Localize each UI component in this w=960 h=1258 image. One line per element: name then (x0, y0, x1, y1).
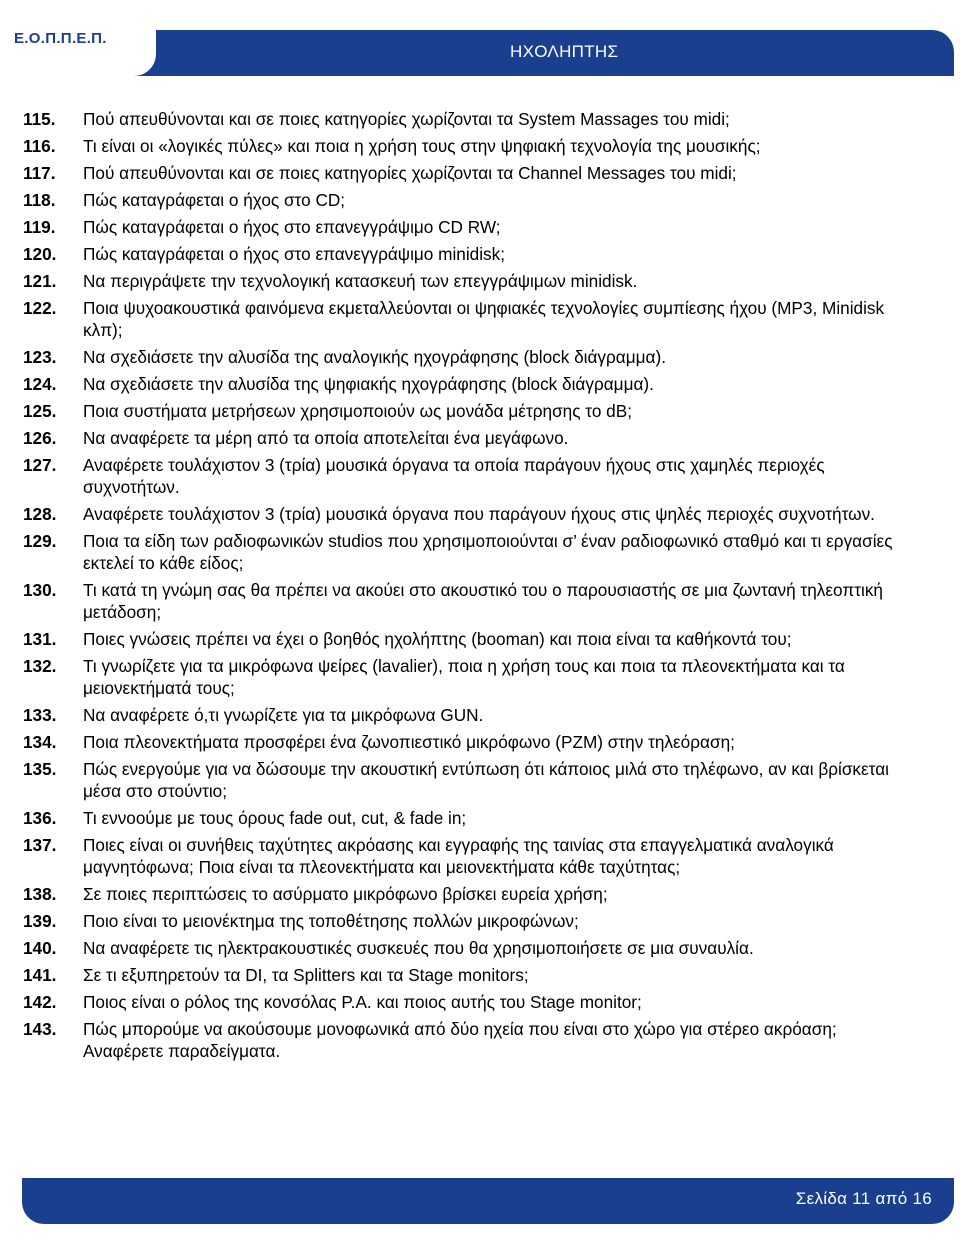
question-text: Σε ποιες περιπτώσεις το ασύρματο μικρόφωνο βρίσκει ευρεία χρήση; (83, 884, 608, 904)
question-text: Πώς ενεργούμε για να δώσουμε την ακουστική εντύπωση ότι κάποιος μιλά στο τηλέφωνο, αν και βρίσκεται μέσα στο στούντιο; (83, 759, 889, 801)
question-list (0, 108, 960, 1067)
question-number: 127. (23, 455, 57, 475)
question-number: 133. (23, 705, 57, 725)
question-item (0, 400, 960, 422)
question-number: 132. (23, 656, 57, 676)
organization-name: Ε.Ο.Π.Π.Ε.Π. (14, 30, 107, 47)
question-number: 125. (23, 401, 57, 421)
question-number: 135. (23, 759, 57, 779)
question-number: 134. (23, 732, 57, 752)
question-number: 137. (23, 835, 57, 855)
question-text: Τι κατά τη γνώμη σας θα πρέπει να ακούει στο ακουστικό του ο παρουσιαστής σε μια ζωντανή τηλεοπτική μετάδοση; (83, 580, 883, 622)
question-item (0, 216, 960, 238)
question-text: Αναφέρετε τουλάχιστον 3 (τρία) μουσικά όργανα που παράγουν ήχους στις ψηλές περιοχές συχνοτήτων. (83, 504, 875, 524)
question-text: Πώς μπορούμε να ακούσουμε μονοφωνικά από δύο ηχεία που είναι στο χώρο για στέρεο ακρόαση; Αναφέρετε παραδείγματα. (83, 1019, 837, 1061)
question-text: Να αναφέρετε τα μέρη από τα οποία αποτελείται ένα μεγάφωνο. (83, 428, 569, 448)
question-text: Ποια πλεονεκτήματα προσφέρει ένα ζωνοπιεστικό μικρόφωνο (PZM) στην τηλεόραση; (83, 732, 735, 752)
question-number: 126. (23, 428, 57, 448)
question-text: Να σχεδιάσετε την αλυσίδα της αναλογικής ηχογράφησης (block διάγραμμα). (83, 347, 666, 367)
question-item (0, 991, 960, 1013)
question-text: Τι εννοούμε με τους όρους fade out, cut, & fade in; (83, 808, 467, 828)
question-item (0, 731, 960, 753)
question-text: Ποια τα είδη των ραδιοφωνικών studios που χρησιμοποιούνται σ’ έναν ραδιοφωνικό σταθμό και τι εργασίες εκτελεί το κάθε είδος; (83, 531, 893, 573)
question-item (0, 758, 960, 802)
page-footer-bar (22, 1178, 954, 1224)
question-item (0, 883, 960, 905)
question-number: 128. (23, 504, 57, 524)
question-number: 118. (23, 190, 56, 210)
question-item (0, 964, 960, 986)
question-text: Πώς καταγράφεται ο ήχος στο επανεγγράψιμο CD RW; (83, 217, 501, 237)
question-number: 116. (23, 136, 56, 156)
question-item (0, 135, 960, 157)
question-item (0, 270, 960, 292)
question-item (0, 1018, 960, 1062)
header-bar-notch (130, 30, 156, 76)
question-text: Ποια συστήματα μετρήσεων χρησιμοποιούν ως μονάδα μέτρησης το dB; (83, 401, 632, 421)
question-text: Ποιες είναι οι συνήθεις ταχύτητες ακρόασης και εγγραφής της ταινίας στα επαγγελματικά αναλογικά μαγνητόφωνα; Ποια είναι τα πλεονεκτήματα και μειονεκτήματα κάθε ταχύτητας; (83, 835, 834, 877)
question-item (0, 189, 960, 211)
question-text: Αναφέρετε τουλάχιστον 3 (τρία) μουσικά όργανα τα οποία παράγουν ήχους στις χαμηλές περιοχές συχνοτήτων. (83, 455, 825, 497)
question-number: 123. (23, 347, 57, 367)
question-text: Πώς καταγράφεται ο ήχος στο CD; (83, 190, 346, 210)
question-text: Πώς καταγράφεται ο ήχος στο επανεγγράψιμο minidisk; (83, 244, 505, 264)
question-number: 142. (23, 992, 57, 1012)
question-text: Πού απευθύνονται και σε ποιες κατηγορίες χωρίζονται τα System Massages του midi; (83, 109, 730, 129)
question-text: Πού απευθύνονται και σε ποιες κατηγορίες χωρίζονται τα Channel Messages του midi; (83, 163, 737, 183)
question-number: 121. (23, 271, 57, 291)
question-text: Τι γνωρίζετε για τα μικρόφωνα ψείρες (lavalier), ποια η χρήση τους και ποια τα πλεονεκτήματα και τα μειονεκτήματά τους; (83, 656, 845, 698)
question-item (0, 108, 960, 130)
question-item (0, 579, 960, 623)
question-item (0, 530, 960, 574)
question-number: 129. (23, 531, 57, 551)
question-text: Να αναφέρετε τις ηλεκτρακουστικές συσκευές που θα χρησιμοποιήσετε σε μια συναυλία. (83, 938, 754, 958)
question-text: Σε τι εξυπηρετούν τα DI, τα Splitters και τα Stage monitors; (83, 965, 529, 985)
question-item (0, 807, 960, 829)
question-number: 131. (23, 629, 57, 649)
question-number: 139. (23, 911, 57, 931)
question-number: 136. (23, 808, 57, 828)
question-number: 130. (23, 580, 57, 600)
question-text: Να σχεδιάσετε την αλυσίδα της ψηφιακής ηχογράφησης (block διάγραμμα). (83, 374, 654, 394)
question-number: 120. (23, 244, 57, 264)
question-item (0, 655, 960, 699)
question-text: Ποιες γνώσεις πρέπει να έχει ο βοηθός ηχολήπτης (booman) και ποια είναι τα καθήκοντά του; (83, 629, 792, 649)
question-item (0, 346, 960, 368)
document-title: ΗΧΟΛΗΠΤΗΣ (510, 42, 619, 61)
question-number: 117. (23, 163, 56, 183)
question-number: 119. (23, 217, 56, 237)
header-title-bar (130, 30, 954, 76)
question-text: Ποιος είναι ο ρόλος της κονσόλας P.A. και ποιος αυτής του Stage monitor; (83, 992, 642, 1012)
question-number: 124. (23, 374, 57, 394)
question-item (0, 628, 960, 650)
page-header (0, 0, 960, 80)
question-number: 138. (23, 884, 57, 904)
question-number: 143. (23, 1019, 57, 1039)
question-text: Τι είναι οι «λογικές πύλες» και ποια η χρήση τους στην ψηφιακή τεχνολογία της μουσικής; (83, 136, 761, 156)
page-number: Σελίδα 11 από 16 (795, 1189, 932, 1208)
question-item (0, 297, 960, 341)
question-item (0, 373, 960, 395)
question-item (0, 503, 960, 525)
question-item (0, 910, 960, 932)
question-text: Να αναφέρετε ό,τι γνωρίζετε για τα μικρόφωνα GUN. (83, 705, 484, 725)
question-text: Να περιγράψετε την τεχνολογική κατασκευή των επεγγράψιμων minidisk. (83, 271, 638, 291)
question-item (0, 454, 960, 498)
question-text: Ποια ψυχοακουστικά φαινόμενα εκμεταλλεύονται οι ψηφιακές τεχνολογίες συμπίεσης ήχου (MP3, Minidisk κλπ); (83, 298, 885, 340)
question-text: Ποιο είναι το μειονέκτημα της τοποθέτησης πολλών μικροφώνων; (83, 911, 579, 931)
question-item (0, 937, 960, 959)
question-item (0, 427, 960, 449)
question-number: 140. (23, 938, 57, 958)
question-number: 141. (23, 965, 57, 985)
question-item (0, 162, 960, 184)
question-item (0, 834, 960, 878)
question-item (0, 243, 960, 265)
question-number: 122. (23, 298, 57, 318)
question-number: 115. (23, 109, 56, 129)
question-item (0, 704, 960, 726)
